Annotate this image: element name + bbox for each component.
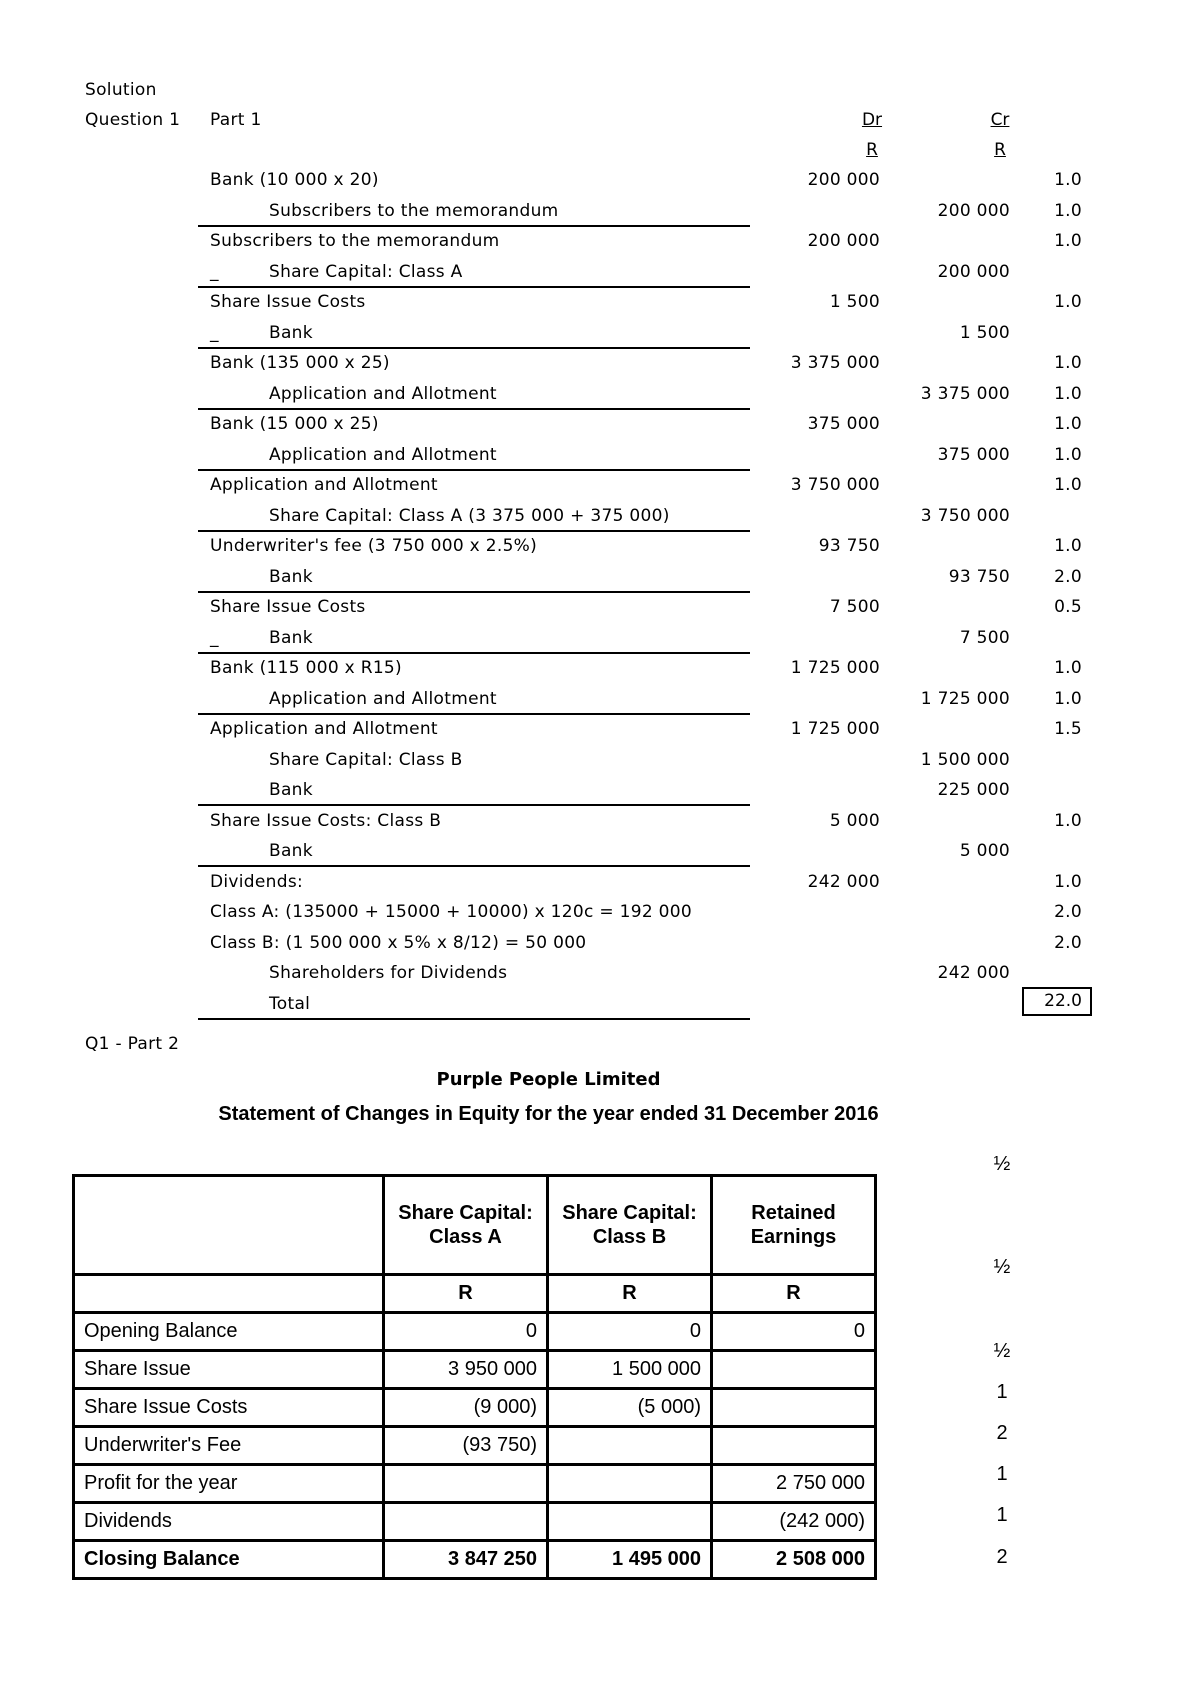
debit-amount: 1 500 xyxy=(829,292,880,312)
entry-label: Share Issue Costs: Class B xyxy=(210,811,442,831)
class-b-value: (5 000) xyxy=(548,1389,712,1427)
part-label: Part 1 xyxy=(210,110,262,130)
row-label: Share Issue Costs xyxy=(74,1389,384,1427)
retained-earnings-value xyxy=(712,1389,876,1427)
mark-value: 0.5 xyxy=(1054,597,1082,617)
dash-mark: _ xyxy=(210,628,219,648)
credit-amount: 3 375 000 xyxy=(920,384,1010,404)
credit-unit: R xyxy=(994,140,1006,160)
entry-divider xyxy=(198,591,750,593)
debit-amount: 1 725 000 xyxy=(790,658,880,678)
class-a-value: 3 847 250 xyxy=(384,1541,548,1579)
company-name: Purple People Limited xyxy=(436,1069,661,1090)
entry-label: Application and Allotment xyxy=(210,475,438,495)
entry-label: Class A: (135000 + 15000 + 10000) x 120c = 192 000 xyxy=(210,902,693,922)
credit-amount: 200 000 xyxy=(937,262,1010,282)
entry-label: Bank xyxy=(269,323,313,343)
entry-divider xyxy=(198,713,750,715)
credit-amount: 93 750 xyxy=(948,567,1010,587)
mark-value: 1.0 xyxy=(1054,658,1082,678)
table-row xyxy=(74,1313,876,1351)
credit-header: Cr xyxy=(990,110,1010,130)
entry-label: Application and Allotment xyxy=(269,384,497,404)
mark-value: 1 xyxy=(996,1463,1008,1485)
debit-amount: 3 375 000 xyxy=(790,353,880,373)
mark-value: 1.0 xyxy=(1054,445,1082,465)
mark-value: 1.0 xyxy=(1054,353,1082,373)
question-label: Question 1 xyxy=(85,110,181,130)
mark-value: 1.5 xyxy=(1054,719,1082,739)
credit-amount: 5 000 xyxy=(959,841,1010,861)
table-row xyxy=(74,1503,876,1541)
mark-value: 2.0 xyxy=(1054,902,1082,922)
mark-value: 2 xyxy=(996,1422,1008,1444)
entry-label: Share Capital: Class B xyxy=(269,750,463,770)
entry-divider xyxy=(198,530,750,532)
credit-amount: 1 500 xyxy=(959,323,1010,343)
debit-amount: 5 000 xyxy=(829,811,880,831)
debit-header: Dr xyxy=(861,110,883,130)
row-label: Share Issue xyxy=(74,1351,384,1389)
entry-label: Bank (135 000 x 25) xyxy=(210,353,390,373)
entry-label: Share Issue Costs xyxy=(210,292,366,312)
class-a-value xyxy=(384,1465,548,1503)
blank-header-cell xyxy=(74,1176,384,1275)
retained-earnings-value xyxy=(712,1351,876,1389)
entry-divider xyxy=(198,1018,750,1020)
entry-label: Application and Allotment xyxy=(210,719,438,739)
table-row xyxy=(74,1427,876,1465)
credit-amount: 200 000 xyxy=(937,201,1010,221)
entry-label: Subscribers to the memorandum xyxy=(210,231,500,251)
dash-mark: _ xyxy=(210,323,219,343)
credit-amount: 225 000 xyxy=(937,780,1010,800)
mark-value: 1.0 xyxy=(1054,384,1082,404)
mark-value: ½ xyxy=(993,1256,1011,1278)
statement-title: Statement of Changes in Equity for the year ended 31 December 2016 xyxy=(218,1103,879,1125)
table-row xyxy=(74,1351,876,1389)
mark-value: ½ xyxy=(993,1340,1011,1362)
entry-label: Underwriter's fee (3 750 000 x 2.5%) xyxy=(210,536,538,556)
mark-value: 2.0 xyxy=(1054,933,1082,953)
table-header-row xyxy=(74,1176,876,1275)
entry-divider xyxy=(198,865,750,867)
class-a-value: 3 950 000 xyxy=(384,1351,548,1389)
debit-amount: 93 750 xyxy=(818,536,880,556)
credit-amount: 7 500 xyxy=(959,628,1010,648)
class-a-value: 0 xyxy=(384,1313,548,1351)
unit-cell: R xyxy=(548,1275,712,1313)
total-mark-box: 22.0 xyxy=(1022,987,1092,1016)
class-b-value: 0 xyxy=(548,1313,712,1351)
class-b-value xyxy=(548,1427,712,1465)
credit-amount: 1 500 000 xyxy=(920,750,1010,770)
credit-amount: 242 000 xyxy=(937,963,1010,983)
mark-value: 2.0 xyxy=(1054,567,1082,587)
equity-statement-table xyxy=(72,1174,877,1580)
entry-divider xyxy=(198,469,750,471)
entry-label: Bank (115 000 x R15) xyxy=(210,658,402,678)
entry-divider xyxy=(198,286,750,288)
entry-label: Share Issue Costs xyxy=(210,597,366,617)
retained-earnings-value: 2 508 000 xyxy=(712,1541,876,1579)
table-row xyxy=(74,1541,876,1579)
entry-label: Class B: (1 500 000 x 5% x 8/12) = 50 000 xyxy=(210,933,587,953)
dash-mark: _ xyxy=(210,262,219,282)
unit-row xyxy=(74,1275,876,1313)
entry-divider xyxy=(198,804,750,806)
credit-amount: 1 725 000 xyxy=(920,689,1010,709)
class-b-value xyxy=(548,1503,712,1541)
entry-label: Bank xyxy=(269,628,313,648)
mark-value: 1.0 xyxy=(1054,872,1082,892)
column-header: Retained Earnings xyxy=(712,1176,876,1275)
row-label: Underwriter's Fee xyxy=(74,1427,384,1465)
blank-unit-cell xyxy=(74,1275,384,1313)
credit-amount: 3 750 000 xyxy=(920,506,1010,526)
entry-divider xyxy=(198,347,750,349)
credit-amount: 375 000 xyxy=(937,445,1010,465)
table-row xyxy=(74,1465,876,1503)
class-b-value: 1 500 000 xyxy=(548,1351,712,1389)
entry-label: Share Capital: Class A (3 375 000 + 375 000) xyxy=(269,506,670,526)
debit-amount: 375 000 xyxy=(807,414,880,434)
debit-amount: 242 000 xyxy=(807,872,880,892)
retained-earnings-value: (242 000) xyxy=(712,1503,876,1541)
row-label: Opening Balance xyxy=(74,1313,384,1351)
column-header: Share Capital: Class B xyxy=(548,1176,712,1275)
row-label: Dividends xyxy=(74,1503,384,1541)
mark-value: 1.0 xyxy=(1054,536,1082,556)
entry-label: Shareholders for Dividends xyxy=(269,963,508,983)
debit-amount: 1 725 000 xyxy=(790,719,880,739)
entry-divider xyxy=(198,408,750,410)
mark-value: 1.0 xyxy=(1054,201,1082,221)
entry-label: Bank xyxy=(269,780,313,800)
mark-value: 1.0 xyxy=(1054,231,1082,251)
retained-earnings-value: 0 xyxy=(712,1313,876,1351)
debit-unit: R xyxy=(866,140,878,160)
entry-label: Bank (10 000 x 20) xyxy=(210,170,379,190)
mark-value: 1 xyxy=(996,1381,1008,1403)
class-b-value: 1 495 000 xyxy=(548,1541,712,1579)
class-a-value: (93 750) xyxy=(384,1427,548,1465)
debit-amount: 3 750 000 xyxy=(790,475,880,495)
retained-earnings-value xyxy=(712,1427,876,1465)
entry-label: Bank xyxy=(269,567,313,587)
mark-value: 1.0 xyxy=(1054,811,1082,831)
mark-value: ½ xyxy=(993,1153,1011,1175)
solution-heading: Solution xyxy=(85,80,157,100)
entry-label: Dividends: xyxy=(210,872,303,892)
entry-label: Bank xyxy=(269,841,313,861)
debit-amount: 200 000 xyxy=(807,170,880,190)
entry-label: Total xyxy=(269,994,311,1014)
mark-value: 1.0 xyxy=(1054,292,1082,312)
entry-label: Subscribers to the memorandum xyxy=(269,201,559,221)
retained-earnings-value: 2 750 000 xyxy=(712,1465,876,1503)
entry-label: Application and Allotment xyxy=(269,445,497,465)
entry-divider xyxy=(198,652,750,654)
unit-cell: R xyxy=(712,1275,876,1313)
row-label: Closing Balance xyxy=(74,1541,384,1579)
mark-value: 1 xyxy=(996,1504,1008,1526)
part2-label: Q1 - Part 2 xyxy=(85,1034,180,1054)
class-a-value xyxy=(384,1503,548,1541)
entry-label: Application and Allotment xyxy=(269,689,497,709)
row-label: Profit for the year xyxy=(74,1465,384,1503)
mark-value: 1.0 xyxy=(1054,414,1082,434)
debit-amount: 7 500 xyxy=(829,597,880,617)
entry-label: Share Capital: Class A xyxy=(269,262,463,282)
class-b-value xyxy=(548,1465,712,1503)
table-row xyxy=(74,1389,876,1427)
entry-label: Bank (15 000 x 25) xyxy=(210,414,379,434)
column-header: Share Capital: Class A xyxy=(384,1176,548,1275)
class-a-value: (9 000) xyxy=(384,1389,548,1427)
mark-value: 1.0 xyxy=(1054,170,1082,190)
debit-amount: 200 000 xyxy=(807,231,880,251)
mark-value: 1.0 xyxy=(1054,689,1082,709)
mark-value: 2 xyxy=(996,1546,1008,1568)
entry-divider xyxy=(198,225,750,227)
unit-cell: R xyxy=(384,1275,548,1313)
mark-value: 1.0 xyxy=(1054,475,1082,495)
